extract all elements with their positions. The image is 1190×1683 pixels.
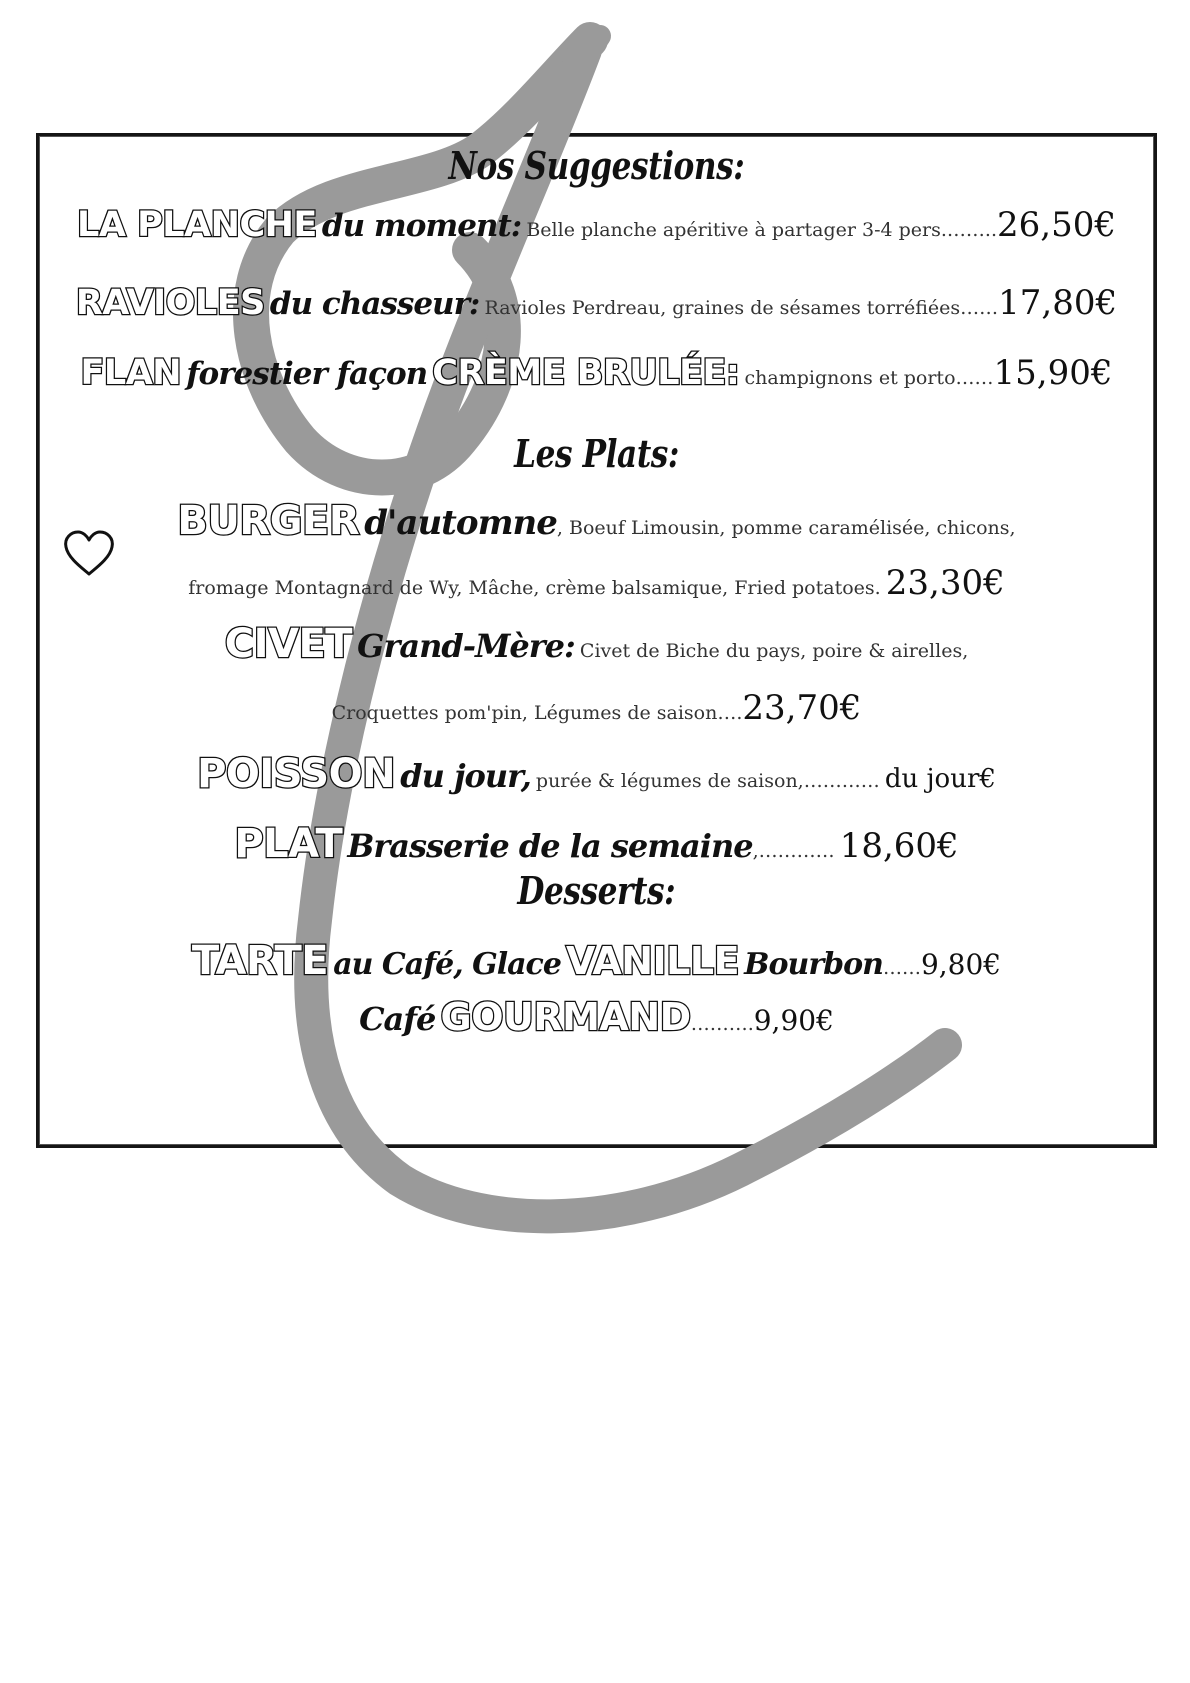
item-name: RAVIOLES — [75, 283, 265, 323]
plat-item-brasserie — [36, 821, 1157, 867]
item-name-2: VANILLE — [566, 939, 740, 983]
item-description: champignons et porto…… — [744, 367, 994, 389]
item-subtitle: au Café, Glace — [333, 947, 561, 982]
item-subtitle-2: Bourbon — [744, 947, 883, 982]
item-description: Belle planche apéritive à partager 3-4 pers.…….. — [526, 219, 997, 241]
item-subtitle: du jour, — [400, 757, 531, 795]
item-name: PLAT — [234, 821, 343, 867]
desserts-heading: Desserts: — [517, 868, 676, 913]
item-name: CIVET — [224, 621, 353, 667]
plat-item-burger-line2 — [36, 563, 1157, 603]
plat-item-poisson — [36, 751, 1157, 797]
item-price: 26,50€ — [997, 205, 1116, 245]
item-description: , Boeuf Limousin, pomme caramélisée, chicons, — [556, 517, 1016, 539]
item-name: LA PLANCHE — [77, 205, 317, 245]
item-price: 23,70€ — [742, 688, 862, 728]
plats-heading: Les Plats: — [514, 431, 679, 476]
item-price: du jour€ — [884, 764, 996, 794]
menu-content — [36, 133, 1157, 1148]
plat-item-burger — [36, 498, 1157, 544]
suggestion-item-ravioles — [36, 283, 1157, 323]
item-name: FLAN — [80, 353, 182, 393]
item-subtitle: Brasserie de la semaine — [347, 827, 753, 865]
item-description: ,………… — [752, 840, 835, 862]
item-price: 17,80€ — [998, 283, 1118, 323]
item-price: 18,60€ — [839, 826, 959, 866]
item-description: ………. — [690, 1013, 754, 1035]
item-description: Croquettes pom'pin, Légumes de saison…. — [331, 702, 743, 724]
item-name-2: CRÈME BRULÉE: — [432, 353, 740, 393]
item-subtitle: du moment: — [321, 208, 522, 244]
item-description: Civet de Biche du pays, poire & airelles, — [579, 640, 969, 662]
item-subtitle: Grand-Mère: — [357, 627, 575, 665]
item-name: POISSON — [197, 751, 396, 797]
item-name: BURGER — [177, 498, 360, 544]
item-price: 15,90€ — [993, 353, 1113, 393]
item-subtitle: forestier façon — [186, 356, 428, 392]
item-description: purée & légumes de saison,………… — [535, 770, 880, 792]
item-description: fromage Montagnard de Wy, Mâche, crème balsamique, Fried potatoes. — [188, 577, 881, 599]
plat-item-civet-line2 — [36, 688, 1157, 728]
suggestion-item-flan — [36, 353, 1157, 393]
item-subtitle: du chasseur: — [269, 286, 480, 322]
item-price: 23,30€ — [885, 563, 1005, 603]
item-name: GOURMAND — [440, 995, 691, 1039]
dessert-item-tarte — [36, 938, 1157, 984]
suggestion-item-planche — [36, 205, 1157, 245]
item-name: TARTE — [191, 938, 329, 984]
dessert-item-cafe — [36, 995, 1157, 1039]
plat-item-civet — [36, 621, 1157, 667]
item-description: …… — [882, 957, 921, 979]
heart-icon — [62, 528, 116, 578]
item-subtitle: Café — [359, 1000, 436, 1038]
suggestions-heading: Nos Suggestions: — [448, 143, 745, 188]
item-price: 9,80€ — [920, 948, 1002, 981]
item-description: Ravioles Perdreau, graines de sésames torréfiées…… — [484, 297, 999, 319]
item-price: 9,90€ — [753, 1004, 834, 1037]
item-subtitle: d'automne — [364, 503, 557, 543]
